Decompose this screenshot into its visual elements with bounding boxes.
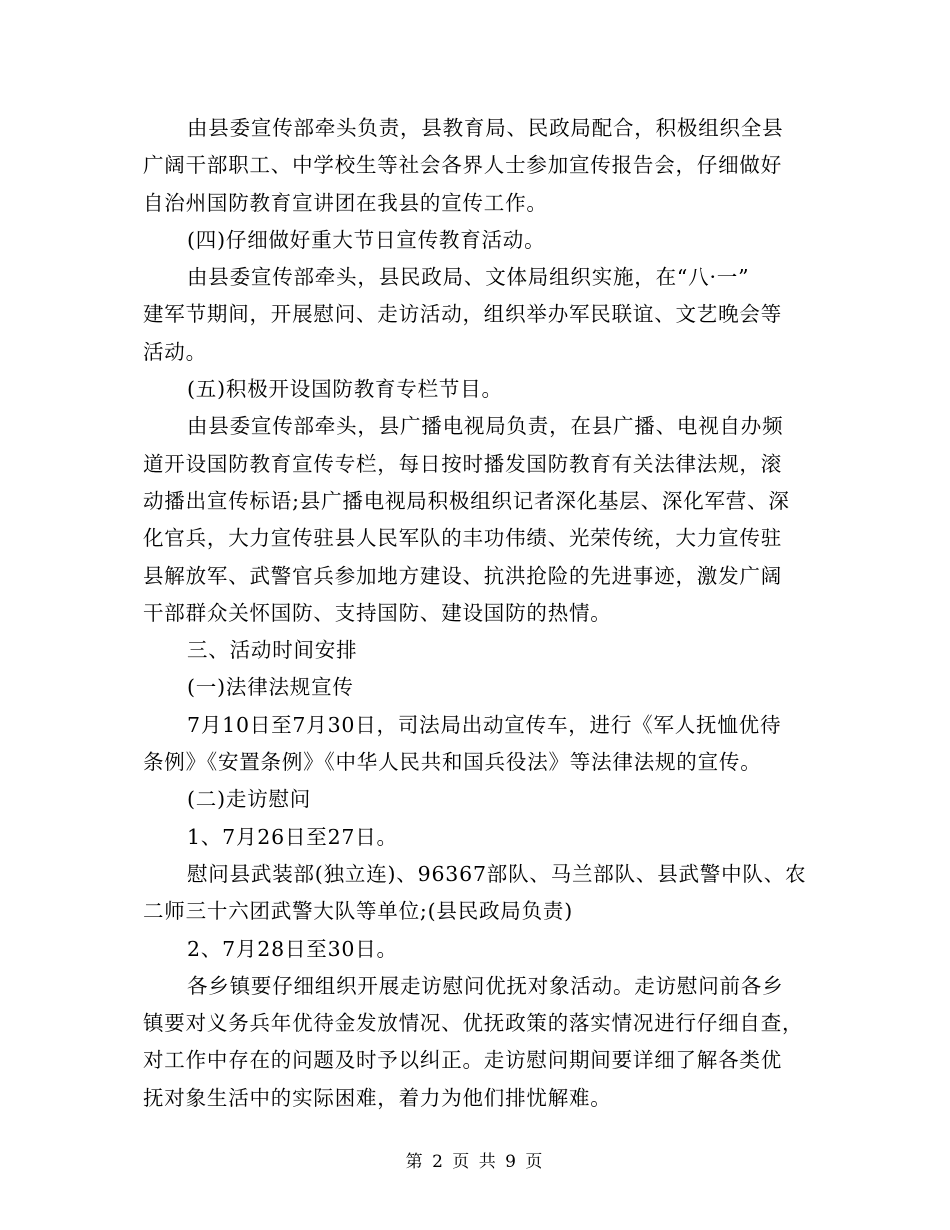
paragraph-line: 1、7月26日至27日。 xyxy=(187,824,398,849)
paragraph-line: 二师三十六团武警大队等单位;(县民政局负责) xyxy=(143,899,574,924)
paragraph-line: 由县委宣传部牵头，县广播电视局负责，在县广播、电视自办频 xyxy=(187,414,784,439)
document-body xyxy=(143,110,813,1117)
paragraph-line: 由县委宣传部牵头，县民政局、文体局组织实施，在“八·一” xyxy=(187,265,750,290)
paragraph-line: 活动。 xyxy=(143,339,207,364)
section-heading: (四)仔细做好重大节日宣传教育活动。 xyxy=(187,227,546,252)
paragraph-line: 干部群众关怀国防、支持国防、建设国防的热情。 xyxy=(143,600,612,625)
section-heading: (一)法律法规宣传 xyxy=(187,675,354,700)
paragraph-line: 广阔干部职工、中学校生等社会各界人士参加宣传报告会，仔细做好 xyxy=(143,153,782,178)
paragraph-line: 7月10日至7月30日，司法局出动宣传车，进行《军人抚恤优待 xyxy=(187,712,782,737)
paragraph-line: 道开设国防教育宣传专栏，每日按时播发国防教育有关法律法规，滚 xyxy=(143,451,782,476)
paragraph-line: 县解放军、武警官兵参加地方建设、抗洪抢险的先进事迹，激发广阔 xyxy=(143,563,782,588)
paragraph-line: 慰问县武装部(独立连)、96367部队、马兰部队、县武警中队、农 xyxy=(187,861,807,886)
paragraph-line: 动播出宣传标语;县广播电视局积极组织记者深化基层、深化军营、深 xyxy=(143,488,790,513)
paragraph-line: 由县委宣传部牵头负责，县教育局、民政局配合，积极组织全县 xyxy=(187,116,784,140)
section-heading: (二)走访慰问 xyxy=(187,787,312,812)
paragraph-line: 化官兵，大力宣传驻县人民军队的丰功伟绩、光荣传统，大力宣传驻 xyxy=(143,526,782,551)
paragraph-line: 2、7月28日至30日。 xyxy=(187,936,398,961)
paragraph-line: 建军节期间，开展慰问、走访活动，组织举办军民联谊、文艺晚会等 xyxy=(143,302,782,327)
section-heading: 三、活动时间安排 xyxy=(187,638,358,663)
paragraph-line: 各乡镇要仔细组织开展走访慰问优抚对象活动。走访慰问前各乡 xyxy=(187,973,784,998)
page-number-footer: 第 2 页 共 9 页 xyxy=(405,1152,545,1172)
paragraph-line: 镇要对义务兵年优待金发放情况、优抚政策的落实情况进行仔细自查， xyxy=(143,1011,804,1036)
paragraph-line: 自治州国防教育宣讲团在我县的宣传工作。 xyxy=(143,190,548,215)
paragraph-line: 抚对象生活中的实际困难，着力为他们排忧解难。 xyxy=(143,1085,612,1110)
paragraph-line: 条例》《安置条例》《中华人民共和国兵役法》等法律法规的宣传。 xyxy=(143,750,762,775)
section-heading: (五)积极开设国防教育专栏节目。 xyxy=(187,377,503,402)
paragraph-line: 对工作中存在的问题及时予以纠正。走访慰问期间要详细了解各类优 xyxy=(143,1048,782,1073)
